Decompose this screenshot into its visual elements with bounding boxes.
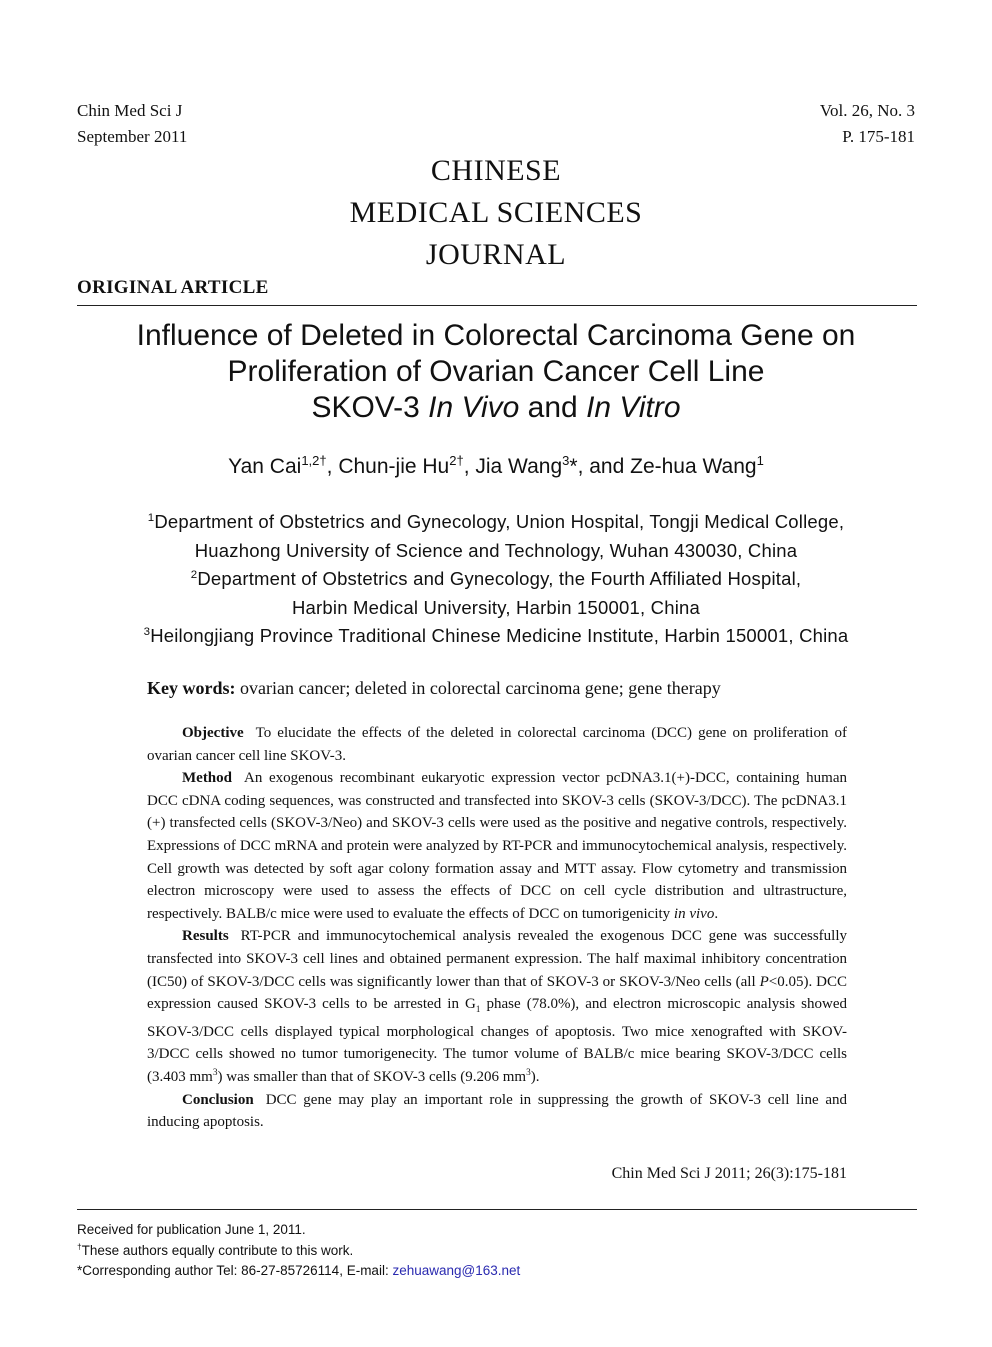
page-range: P. 175-181 <box>842 127 915 146</box>
section-text: phase (78.0%), and electron microscopic analysis showed SKOV-3/DCC cells displayed typical morphological changes of apoptosis. Two mice xenografted with SKOV-3/DCC cells showed no tumor tumorigenecity. The tumor volume of BALB/c mice bearing SKOV-3/DCC cells (3.403 mm <box>147 996 848 1085</box>
title-line: Proliferation of Ovarian Cancer Cell Line <box>227 355 765 388</box>
footnote-text: These authors equally contribute to this work. <box>81 1242 354 1258</box>
author-name: Jia Wang <box>475 455 563 478</box>
keywords <box>147 678 721 699</box>
abstract-results <box>147 925 847 1088</box>
journal-name-line: JOURNAL <box>425 238 567 271</box>
affiliation-line: Huazhong University of Science and Technology, Wuhan 430030, China <box>194 539 798 561</box>
footnote-received: Received for publication June 1, 2011. <box>77 1222 306 1237</box>
author-separator: , <box>463 455 476 478</box>
section-text: <0.05). DCC expression caused SKOV-3 cells to be arrested in G <box>147 973 848 1013</box>
volume-number: Vol. 26, No. 3 <box>819 101 915 120</box>
author-list <box>0 455 992 479</box>
abstract <box>147 722 847 1134</box>
title-line: Influence of Deleted in Colorectal Carcinoma Gene on <box>136 319 856 352</box>
subscript: 1 <box>475 1004 481 1015</box>
author-name: Yan Cai <box>228 455 302 478</box>
abstract-method <box>147 767 847 925</box>
keywords-label: Key words: <box>147 678 236 698</box>
section-text: ). <box>530 1068 540 1085</box>
section-label: Results <box>182 928 229 945</box>
journal-name-line: CHINESE <box>430 154 562 187</box>
abstract-objective <box>147 722 847 767</box>
affil-mark: 3 <box>143 625 151 638</box>
dagger-mark: † <box>77 1241 82 1251</box>
author-separator: , and <box>577 455 631 478</box>
author-affil-mark: 3 <box>562 453 570 468</box>
corresponding-mark: * <box>569 455 578 478</box>
abstract-conclusion <box>147 1089 847 1134</box>
title-italic: In Vivo <box>428 391 520 424</box>
footnote-equal-contribution <box>77 1241 520 1262</box>
section-italic: P <box>759 973 769 990</box>
affiliation-line <box>60 508 932 537</box>
affiliation-line <box>60 622 932 651</box>
superscript: 3 <box>526 1067 531 1078</box>
running-header-right <box>820 98 915 150</box>
footnote-divider <box>77 1209 917 1210</box>
title-text: and <box>519 391 587 424</box>
header-divider <box>77 305 917 306</box>
footnote-text: *Corresponding author Tel: 86-27-85726114, E-mail: <box>77 1263 393 1278</box>
title-text: SKOV-3 <box>311 391 429 424</box>
title-italic: In Vitro <box>586 391 681 424</box>
affil-text: Heilongjiang Province Traditional Chinese Medicine Institute, Harbin 150001, China <box>150 625 849 646</box>
superscript: 3 <box>212 1067 218 1078</box>
citation: Chin Med Sci J 2011; 26(3):175-181 <box>611 1165 847 1182</box>
affil-mark: 1 <box>147 511 155 524</box>
author-affil-mark: 1,2† <box>301 453 327 468</box>
section-text: DCC gene may play an important role in suppressing the growth of SKOV-3 cell line and inducing apoptosis. <box>147 1091 847 1131</box>
affiliation-line: Harbin Medical University, Harbin 150001, China <box>291 596 701 618</box>
section-text: . <box>714 905 719 922</box>
section-label: Conclusion <box>182 1091 254 1108</box>
section-text: To elucidate the effects of the deleted in colorectal carcinoma (DCC) gene on proliferation of ovarian cancer cell line SKOV-3. <box>147 725 847 764</box>
section-italic: in vivo <box>673 905 715 922</box>
running-header-left <box>77 98 187 150</box>
affiliations <box>60 508 932 651</box>
section-label: Objective <box>182 725 244 741</box>
footnote-corresponding <box>77 1261 520 1282</box>
keywords-text: ovarian cancer; deleted in colorectal carcinoma gene; gene therapy <box>235 678 721 698</box>
section-text: An exogenous recombinant eukaryotic expression vector pcDNA3.1(+)-DCC, containing human DCC cDNA coding sequences, was constructed and transfected into SKOV-3 cells (SKOV-3/DCC). The pcDNA3.1 (+) transfected cells (SKOV-3/Neo) and SKOV-3 cells were used as the positive and negative controls, respectively. Expressions of DCC mRNA and protein were analyzed by RT-PCR and immunocytochemical analysis, respectively. Cell growth was detected by soft agar colony formation assay and MTT assay. Flow cytometry and transmission electron microscopy were used to assess the effects of DCC on cell cycle distribution and ultrastructure, respectively. BALB/c mice were used to evaluate the effects of DCC on tumorigenicity <box>147 770 847 922</box>
issue-date: September 2011 <box>77 127 188 146</box>
section-label: Method <box>182 770 232 787</box>
article-title <box>60 318 932 426</box>
author-name: Ze-hua Wang <box>630 455 757 478</box>
affiliation-line <box>60 565 932 594</box>
author-separator: , <box>326 455 339 478</box>
author-name: Chun-jie Hu <box>338 455 450 478</box>
title-line <box>60 390 932 426</box>
journal-name-line: MEDICAL SCIENCES <box>349 196 643 229</box>
section-text: ) was smaller than that of SKOV-3 cells (9.206 mm <box>217 1068 527 1085</box>
journal-name <box>0 150 992 276</box>
affil-text: Department of Obstetrics and Gynecology, Union Hospital, Tongji Medical College, <box>154 511 845 532</box>
section-text: RT-PCR and immunocytochemical analysis revealed the exogenous DCC gene was successfully transfected into SKOV-3 cell lines and obtained permanent expression. The half maximal inhibitory concentration (IC50) of SKOV-3/DCC cells was significantly lower than that of SKOV-3 or SKOV-3/Neo cells (all <box>147 928 847 990</box>
author-affil-mark: 2† <box>449 453 464 468</box>
affil-text: Department of Obstetrics and Gynecology, the Fourth Affiliated Hospital, <box>197 568 802 589</box>
footnotes <box>77 1220 520 1282</box>
affil-mark: 2 <box>190 568 198 581</box>
journal-abbrev: Chin Med Sci J <box>77 101 183 120</box>
author-affil-mark: 1 <box>756 453 764 468</box>
email-link[interactable]: zehuawang@163.net <box>392 1263 521 1278</box>
article-type: ORIGINAL ARTICLE <box>77 277 269 298</box>
